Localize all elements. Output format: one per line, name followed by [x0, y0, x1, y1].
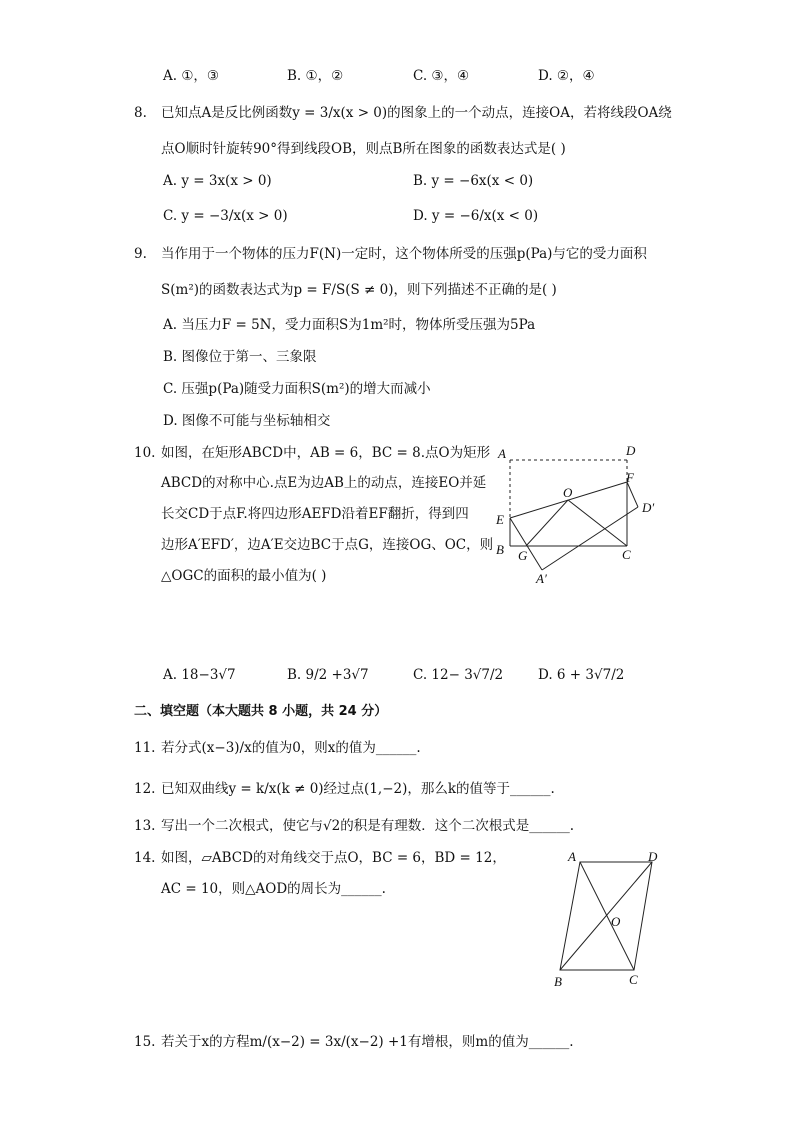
q9-option-d: D. 图像不可能与坐标轴相交: [163, 413, 331, 429]
q10-line-1: 如图，在矩形ABCD中，AB = 6，BC = 8.点O为矩形: [161, 445, 491, 461]
q8-number: 8.: [134, 105, 147, 121]
q13-text: 写出一个二次根式，使它与√2的积是有理数．这个二次根式是______.: [161, 818, 574, 834]
q15-number: 15.: [134, 1034, 156, 1050]
q9-option-a: A. 当压力F = 5N，受力面积S为1m²时，物体所受压强为5Pa: [163, 317, 536, 333]
q10-line-2: ABCD的对称中心.点E为边AB上的动点，连接EO并延: [161, 475, 487, 491]
q7-option-c: C. ③，④: [413, 68, 470, 84]
q14-line-1: 如图，▱ABCD的对角线交于点O，BC = 6，BD = 12，: [161, 850, 506, 866]
q10-label-a: A: [498, 446, 506, 461]
q10-number: 10.: [134, 445, 156, 461]
q10-option-b: B. 9/2 +3√7: [287, 667, 369, 683]
q8-line-1: 已知点A是反比例函数y = 3/x(x > 0)的图象上的一个动点，连接OA，若将线段OA绕: [161, 105, 672, 121]
q10-label-f: F: [626, 470, 634, 485]
q10-label-b: B: [496, 542, 504, 557]
q12-text: 已知双曲线y = k/x(k ≠ 0)经过点(1,−2)，那么k的值等于______.: [161, 781, 555, 797]
q14-figure: [548, 846, 678, 996]
q14-label-b: B: [554, 974, 562, 989]
q9-line-2: S(m²)的函数表达式为p = F/S(S ≠ 0)，则下列描述不正确的是( ): [161, 282, 557, 298]
q8-option-d: D. y = −6/x(x < 0): [413, 208, 539, 224]
q10-label-d-prime: D′: [642, 500, 655, 515]
q9-option-c: C. 压强p(Pa)随受力面积S(m²)的增大而减小: [163, 381, 431, 397]
q8-option-b: B. y = −6x(x < 0): [413, 173, 534, 189]
q8-option-c: C. y = −3/x(x > 0): [163, 208, 288, 224]
q8-line-2: 点O顺时针旋转90°得到线段OB，则点B所在图象的函数表达式是( ): [161, 141, 566, 157]
q10-segment-oc: [568, 500, 627, 546]
q10-edge-fdp: [627, 482, 638, 507]
q11-text: 若分式(x−3)/x的值为0，则x的值为______.: [161, 740, 421, 756]
q10-line-4: 边形A′EFD′，边A′E交边BC于点G，连接OG、OC，则: [161, 537, 494, 553]
q10-line-5: △OGC的面积的最小值为( ): [161, 568, 327, 584]
q14-diagonal-bd: [560, 862, 652, 970]
q14-line-2: AC = 10，则△AOD的周长为______.: [161, 881, 386, 897]
q14-label-a: A: [568, 849, 576, 864]
q9-option-b: B. 图像位于第一、三象限: [163, 349, 317, 365]
q10-option-d: D. 6 + 3√7/2: [538, 667, 625, 683]
q12-number: 12.: [134, 781, 156, 797]
q7-option-a: A. ①，③: [163, 68, 220, 84]
q9-number: 9.: [134, 246, 147, 262]
q10-label-c: C: [622, 547, 631, 562]
q13-number: 13.: [134, 818, 156, 834]
q7-option-b: B. ①，②: [287, 68, 344, 84]
q10-line-3: 长交CD于点F.将四边形AEFD沿着EF翻折，得到四: [161, 506, 469, 522]
q14-label-d: D: [648, 849, 658, 864]
q10-option-a: A. 18−3√7: [163, 667, 236, 683]
section-heading-fill-in: 二、填空题（本大题共 8 小题，共 24 分）: [134, 704, 388, 719]
q8-option-a: A. y = 3x(x > 0): [163, 173, 272, 189]
q14-label-o: O: [611, 914, 621, 929]
q14-diagonal-ac: [580, 862, 634, 970]
q10-label-d: D: [626, 443, 636, 458]
q10-option-c: C. 12− 3√7/2: [413, 667, 504, 683]
q14-number: 14.: [134, 850, 156, 866]
q15-text: 若关于x的方程m/(x−2) = 3x/(x−2) +1有增根，则m的值为______.: [161, 1034, 574, 1050]
q7-option-d: D. ②，④: [538, 68, 595, 84]
q10-label-o: O: [563, 485, 573, 500]
q14-label-c: C: [629, 972, 638, 987]
q10-label-a-prime: A′: [536, 571, 547, 586]
q10-figure: [490, 440, 670, 590]
q10-label-g: G: [518, 548, 528, 563]
q9-line-1: 当作用于一个物体的压力F(N)一定时，这个物体所受的压强p(Pa)与它的受力面积: [161, 246, 647, 262]
q10-label-e: E: [496, 512, 504, 527]
q11-number: 11.: [134, 740, 156, 756]
